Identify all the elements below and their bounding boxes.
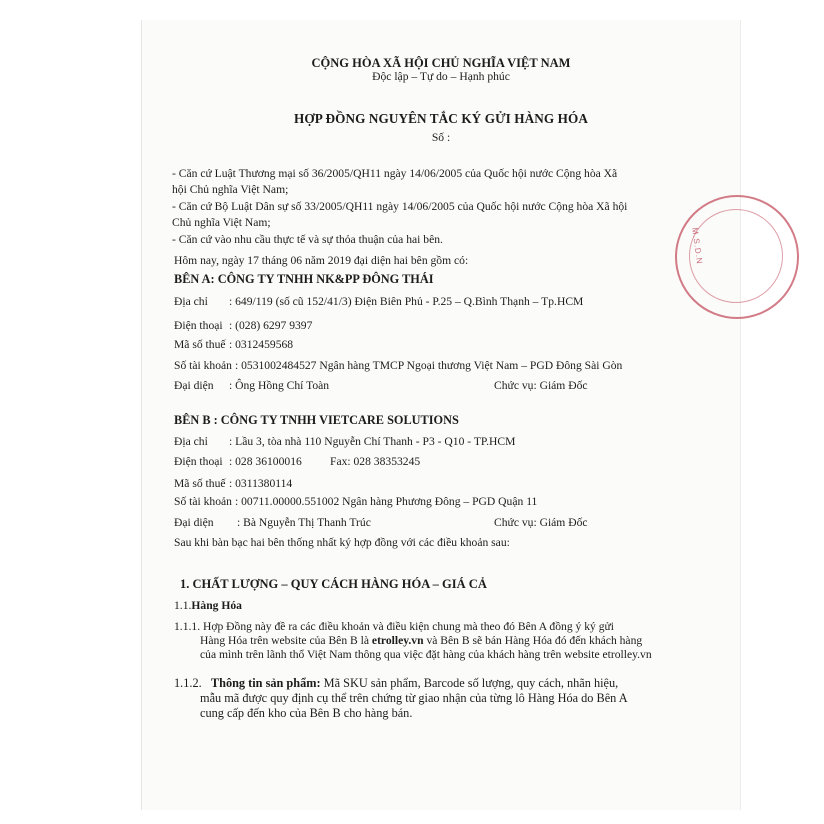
basis-line-4: Chủ nghĩa Việt Nam; (172, 216, 271, 229)
clause-1-1-2-rest: Mã SKU sản phẩm, Barcode số lượng, quy cách, nhãn hiệu, (320, 676, 619, 690)
party-a-tax-label: Mã số thuế (174, 338, 226, 351)
party-b-phone-label: Điện thoại (174, 455, 223, 468)
subsection-1-1 (174, 599, 242, 613)
party-b-address-label: Địa chỉ (174, 435, 208, 448)
section-1-heading: 1. CHẤT LƯỢNG – QUY CÁCH HÀNG HÓA – GIÁ CẢ (180, 577, 487, 591)
basis-line-3: - Căn cứ Bộ Luật Dân sự số 33/2005/QH11 ngày 14/06/2005 của Quốc hội nước Cộng hòa Xã hội (172, 200, 628, 213)
clause-1-1-2-line-3: cung cấp đến kho của Bên B cho hàng bán. (200, 706, 413, 720)
company-stamp (675, 195, 799, 319)
contract-title: HỢP ĐỒNG NGUYÊN TẮC KÝ GỬI HÀNG HÓA (293, 111, 588, 126)
party-b-phone: : 028 36100016 (229, 455, 302, 468)
subsection-1-1-title: Hàng Hóa (191, 599, 242, 612)
motto: Độc lập – Tự do – Hạnh phúc (372, 70, 510, 83)
clause-1-1-2-lead: Thông tin sản phẩm: (210, 676, 321, 690)
contract-number-label: Số : (431, 131, 451, 144)
clause-1-1-1-line-2 (200, 634, 642, 648)
party-b-position: Chức vụ: Giám Đốc (494, 516, 588, 529)
party-b-account: : 00711.00000.551002 Ngân hàng Phương Đông – PGD Quận 11 (235, 495, 538, 508)
party-a-phone-label: Điện thoại (174, 319, 223, 332)
party-b-account-label: Số tài khoản (174, 495, 232, 508)
agreement-line: Sau khi bàn bạc hai bên thống nhất ký hợp đồng với các điều khoản sau: (174, 536, 510, 549)
party-b-rep: : Bà Nguyễn Thị Thanh Trúc (237, 516, 371, 529)
party-b-heading: BÊN B : CÔNG TY TNHH VIETCARE SOLUTIONS (174, 413, 459, 427)
basis-line-2: hội Chủ nghĩa Việt Nam; (172, 183, 289, 196)
party-a-position: Chức vụ: Giám Đốc (494, 379, 588, 392)
intro-line: Hôm nay, ngày 17 tháng 06 năm 2019 đại diện hai bên gồm có: (174, 254, 469, 267)
basis-line-1: - Căn cứ Luật Thương mại số 36/2005/QH11 ngày 14/06/2005 của Quốc hội nước Cộng hòa Xã (172, 167, 618, 180)
party-a-phone: : (028) 6297 9397 (229, 319, 313, 332)
document-page (142, 20, 740, 810)
party-a-account-label: Số tài khoản (174, 359, 232, 372)
party-b-tax-label: Mã số thuế (174, 477, 226, 490)
party-a-rep: : Ông Hồng Chí Toàn (229, 379, 330, 392)
party-b-address: : Lầu 3, tòa nhà 110 Nguyễn Chí Thanh - P3 - Q10 - TP.HCM (229, 435, 516, 448)
party-a-address-label: Địa chỉ (174, 295, 208, 308)
party-a-address: : 649/119 (số cũ 152/41/3) Điện Biên Phủ - P.25 – Q.Bình Thạnh – Tp.HCM (229, 295, 584, 308)
clause-1-1-1-line-3: của mình trên lãnh thổ Việt Nam thông qua việc đặt hàng của khách hàng trên website etrolley.vn (200, 648, 652, 661)
clause-1-1-1-text-a: Hàng Hóa trên website của Bên B là (200, 634, 372, 647)
party-b-tax: : 0311380114 (229, 477, 293, 490)
party-b-rep-label: Đại diện (174, 516, 214, 529)
clause-1-1-2-number: 1.1.2. (174, 676, 202, 690)
clause-1-1-1-line-1: 1.1.1. Hợp Đồng này đề ra các điều khoản và điều kiện chung mà theo đó Bên A đồng ý ký gửi (174, 620, 615, 633)
country-header: CỘNG HÒA XÃ HỘI CHỦ NGHĨA VIỆT NAM (311, 56, 571, 70)
party-a-account: : 0531002484527 Ngân hàng TMCP Ngoại thương Việt Nam – PGD Đông Sài Gòn (235, 359, 623, 372)
clause-1-1-2-line-2: mẫu mã được quy định cụ thể trên chứng từ giao nhận của từng lô Hàng Hóa do Bên A (200, 691, 628, 705)
party-a-rep-label: Đại diện (174, 379, 214, 392)
subsection-1-1-number: 1.1. (174, 599, 192, 612)
company-stamp-text: M.S.D.N (690, 227, 705, 266)
basis-line-5: - Căn cứ vào nhu cầu thực tế và sự thỏa thuận của hai bên. (172, 233, 443, 246)
etrolley-link[interactable]: etrolley.vn (371, 634, 424, 647)
clause-1-1-2-line-1 (174, 676, 618, 691)
party-b-fax: Fax: 028 38353245 (330, 455, 421, 468)
party-a-heading: BÊN A: CÔNG TY TNHH NK&PP ĐÔNG THÁI (174, 272, 434, 286)
party-a-tax: : 0312459568 (229, 338, 294, 351)
clause-1-1-1-text-b: và Bên B sẽ bán Hàng Hóa đó đến khách hàng (423, 634, 643, 647)
